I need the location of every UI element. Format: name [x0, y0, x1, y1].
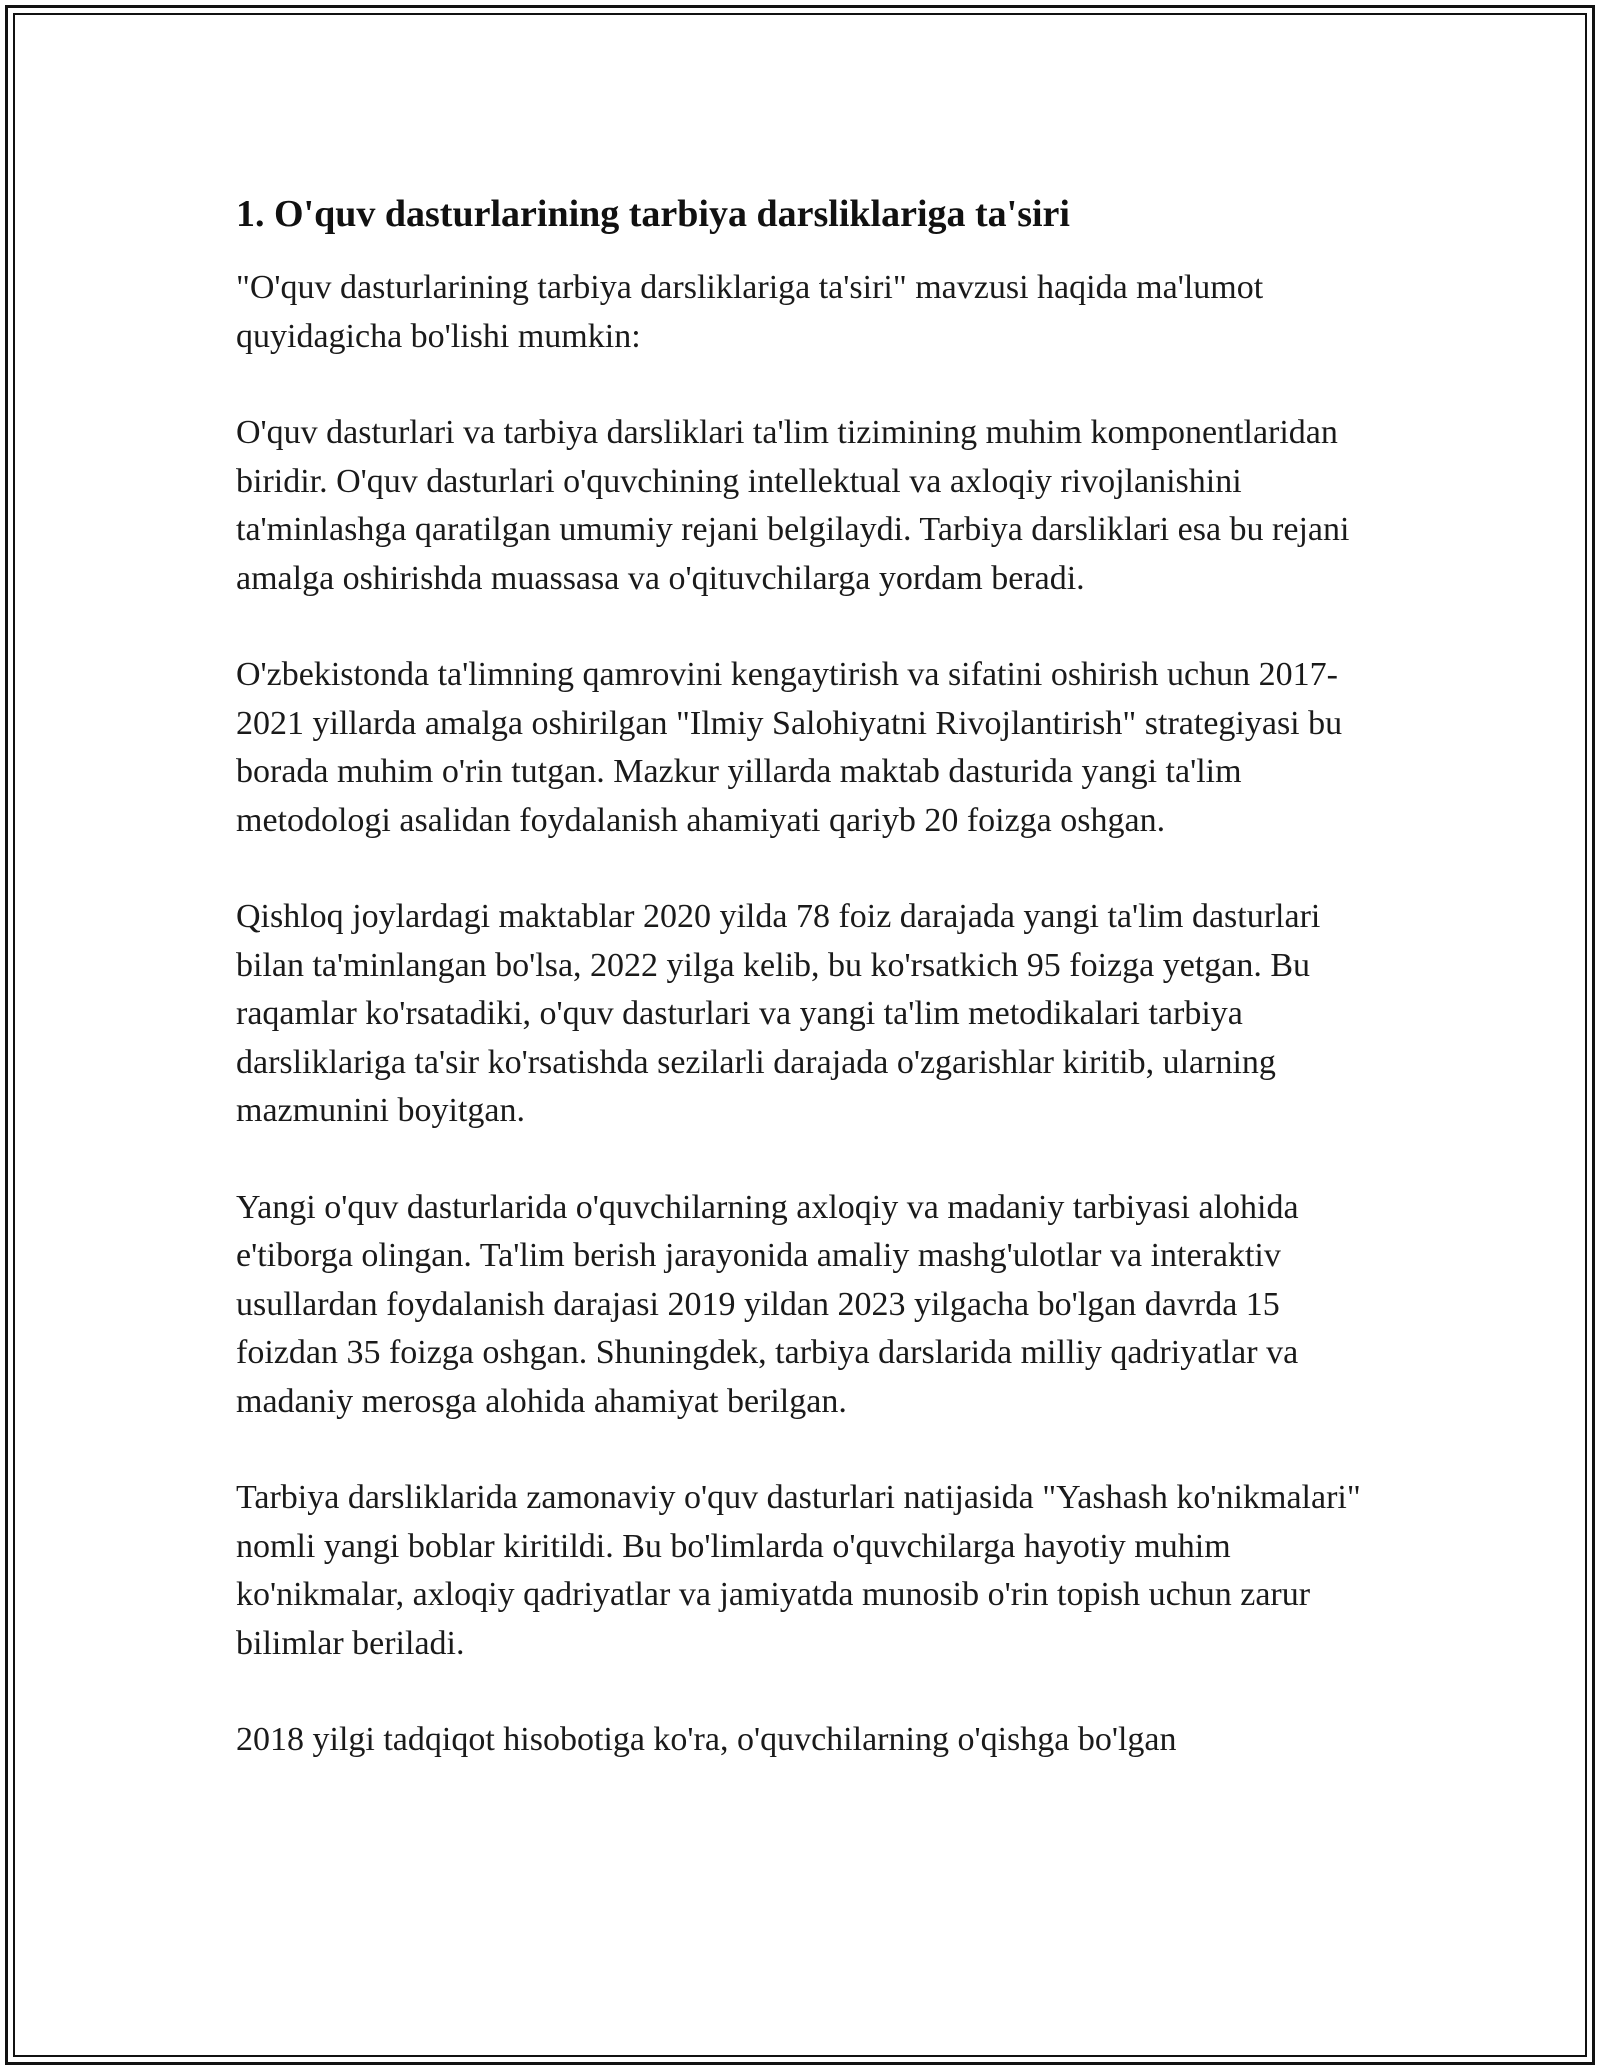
paragraph-rural-schools: Qishloq joylardagi maktablar 2020 yilda 78 foiz darajada yangi ta'lim dasturlari bilan ta'minlangan bo'lsa, 2022 yilga kelib, bu ko'rsatkich 95 foizga yetgan. Bu raqamlar ko'rsatadiki, o'quv dasturlari va yangi ta'lim metodikalari tarbiya darsliklariga ta'sir ko'rsatishda sezilarli darajada o'zgarishlar kiritib, ularning mazmunini boyitgan.: [236, 898, 1321, 1129]
paragraph-strategy: O'zbekistonda ta'limning qamrovini kengaytirish va sifatini oshirish uchun 2017-2021 yillarda amalga oshirilgan "Ilmiy Salohiyatni Rivojlantirish" strategiyasi bu borada muhim o'rin tutgan. Mazkur yillarda maktab dasturida yangi ta'lim metodologi asalidan foydalanish ahamiyati qariyb 20 foizga oshgan.: [236, 656, 1343, 839]
section-heading: 1. O'quv dasturlarining tarbiya darsliklariga ta'siri: [236, 193, 1070, 235]
paragraph-moral-education: Yangi o'quv dasturlarida o'quvchilarning axloqiy va madaniy tarbiyasi alohida e'tiborga olingan. Ta'lim berish jarayonida amaliy mashg'ulotlar va interaktiv usullardan foydalanish darajasi 2019 yildan 2023 yilgacha bo'lgan davrda 15 foizdan 35 foizga oshgan. Shuningdek, tarbiya darslarida milliy qadriyatlar va madaniy merosga alohida ahamiyat berilgan.: [236, 1188, 1299, 1420]
document-body: [236, 184, 1386, 1813]
paragraph-components: O'quv dasturlari va tarbiya darsliklari ta'lim tizimining muhim komponentlaridan biridir. O'quv dasturlari o'quvchining intellektual va axloqiy rivojlanishini ta'minlashga qaratilgan umumiy rejani belgilaydi. Tarbiya darsliklari esa bu rejani amalga oshirishda muassasa va o'qituvchilarga yordam beradi.: [236, 414, 1350, 597]
paragraph-research-2018: 2018 yilgi tadqiqot hisobotiga ko'ra, o'quvchilarning o'qishga bo'lgan: [236, 1721, 1177, 1758]
paragraph-intro: "O'quv dasturlarining tarbiya darsliklariga ta'siri" mavzusi haqida ma'lumot quyidagicha bo'lishi mumkin:: [236, 269, 1264, 355]
paragraph-life-skills: Tarbiya darsliklarida zamonaviy o'quv dasturlari natijasida "Yashash ko'nikmalari" nomli yangi boblar kiritildi. Bu bo'limlarda o'quvchilarga hayotiy muhim ko'nikmalar, axloqiy qadriyatlar va jamiyatda munosib o'rin topish uchun zarur bilimlar beriladi.: [236, 1479, 1361, 1662]
